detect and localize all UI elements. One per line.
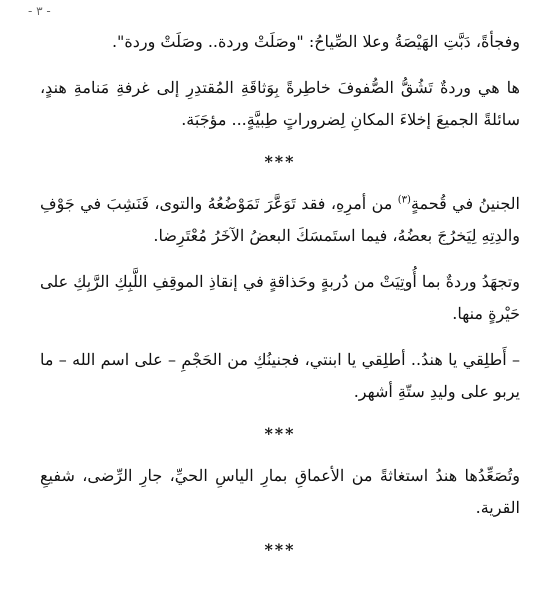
paragraph-1: وفجأةً، دَبَّتِ الهَيْصَةُ وعلا الصِّياحُ: "وصَلَتْ وردة.. وصَلَتْ وردة". [111,32,520,51]
footnote-marker[interactable]: (٣) [397,194,411,206]
paragraph-2: ها هي وردةٌ تَشُقُّ الصُّفوفَ خاطِرةً بِوَثاقَةِ المُقتدِرِ إلى غرفةِ مَنامةِ هندٍ، سائلةً الجميعَ إخلاءَ المكانِ لِضروراتٍ طِبيَّةٍ... مؤجَبَة. [40,78,520,129]
paragraph-3-start: الجنينُ في قُحمةٍ [410,194,521,213]
section-separator: *** [264,540,296,559]
page-number: - ٣ - [28,4,51,18]
paragraph-4: وتجهَدُ وردةٌ بما أُوتِيَتْ من دُربةٍ وحَذاقةٍ في إنقاذِ الموقِفِ اللَّبِكِ الرَّبِكِ على حَيْرةٍ منها. [40,272,520,323]
paragraph-3 [40,188,520,252]
section-separator: *** [264,424,296,443]
paragraph-5-dialogue: – أَطلِقي يا هندُ.. أطلِقي يا ابنتي، فجنينُكِ من الحَجْمِ – على اسم الله – ما يربو على وليدِ ستّةِ أشهر. [40,350,520,401]
paragraph-6: وتُصَعِّدُها هندُ استغاثةً من الأعماقِ بمارِ الياسِ الحيِّ، جارِ الرِّضى، شفيعِ القرية. [40,466,520,517]
paragraph-3-rest: من أمرِهِ، فقد تَوَعَّرَ تَمَوْضُعُهُ والتوى، فَنَشِبَ في جَوْفِ والدِتِهِ لِيَخرُجَ بعضُهُ، فيما استَمسَكَ البعضُ الآخَرُ مُعْتَرِضا. [40,194,520,245]
document-body [40,26,520,576]
section-separator: *** [264,152,296,171]
